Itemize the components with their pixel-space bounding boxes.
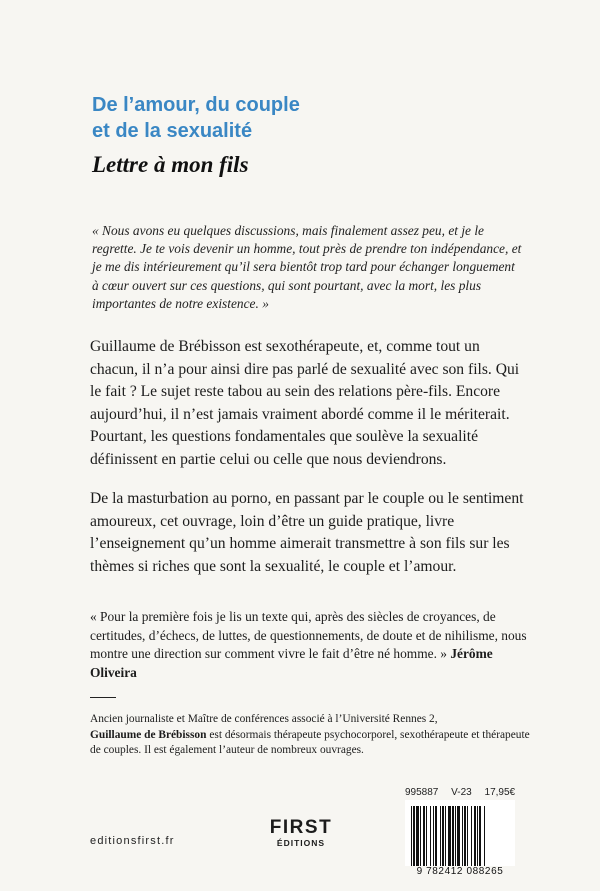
barcode-bar <box>411 806 412 866</box>
barcode-bar <box>484 806 485 866</box>
barcode-bar <box>471 806 472 866</box>
book-title-line2: et de la sexualité <box>92 120 253 142</box>
barcode-bar <box>457 806 460 866</box>
description-paragraph-2: De la masturbation au porno, en passant par le couple ou le sentiment amoureux, cet ouvrage, loin d’être un guide pratique, livre l’enseignement qu’un homme aimerait transmettre à son fils sur les thèmes si riches que sont la sexualité, le couple et l’amour. <box>90 490 524 575</box>
author-name: Guillaume de Brébisson <box>90 728 207 741</box>
barcode-bar <box>442 806 444 866</box>
review-quote <box>90 608 535 682</box>
barcode-bar <box>464 806 466 866</box>
barcode-bar <box>435 806 437 866</box>
barcode-bar <box>445 806 446 866</box>
barcode-bar <box>448 806 451 866</box>
review-text: « Pour la première fois je lis un texte qui, après des siècles de croyances, de certitudes, d’échecs, de luttes, de questionnements, de doute et de nihilisme, nous montre une direction sur comment vivre le fait d’être né homme. » <box>90 609 527 662</box>
barcode-bar <box>413 806 415 866</box>
author-bio-intro: Ancien journaliste et Maître de conférences associé à l’Université Rennes 2, <box>90 713 438 725</box>
price-info <box>405 787 515 798</box>
barcode-bar <box>474 806 476 866</box>
publisher-website: editionsfirst.fr <box>90 835 175 847</box>
barcode-bar <box>462 806 463 866</box>
barcode-bar <box>426 806 427 866</box>
price: 17,95€ <box>484 787 516 798</box>
book-subtitle: Lettre à mon fils <box>92 152 249 177</box>
barcode-bar <box>452 806 454 866</box>
publisher-logo <box>261 818 341 848</box>
isbn-number: 9 782412 088265 <box>416 866 504 877</box>
excerpt-quote: « Nous avons eu quelques discussions, mais finalement assez peu, et je le regrette. Je te vois devenir un homme, tout près de prendre ton indépendance, et je me dis intérieurement qu’il sera bientôt trop tard pour échanger longuement à cœur ouvert sur ces questions, qui sont pourtant, avec la mort, les plus importantes de notre existence. » <box>92 223 522 311</box>
author-bio-rest: est désormais thérapeute psychocorporel, sexothérapeute et thérapeute de couples. Il est également l’auteur de nombreux ouvrages. <box>90 728 530 757</box>
publisher-logo-main: FIRST <box>269 817 333 838</box>
separator-dash <box>90 697 116 698</box>
barcode-bar <box>479 806 481 866</box>
barcode-bar <box>477 806 478 866</box>
barcode-bar <box>433 806 434 866</box>
barcode-bar <box>455 806 456 866</box>
barcode <box>405 800 515 866</box>
book-title-line1: De l’amour, du couple <box>92 94 300 116</box>
book-title <box>92 92 532 144</box>
barcode-icon <box>411 806 509 866</box>
description-paragraph-1: Guillaume de Brébisson est sexothérapeute, et, comme tout un chacun, il n’a pour ainsi dire pas parlé de sexualité avec son fils. Qui le fait ? Le sujet reste tabou au sein des relations père-fils. Encore aujourd’hui, il n’est jamais vraiment abordé comme il le mériterait. Pourtant, les questions fondamentales que soulève la sexualité définissent en partie celui ou celle que nous deviendrons. <box>90 338 520 468</box>
version-code: V-23 <box>451 787 472 798</box>
barcode-bar <box>430 806 431 866</box>
barcode-bar <box>467 806 468 866</box>
product-code: 995887 <box>405 787 439 798</box>
barcode-bar <box>420 806 421 866</box>
publisher-logo-sub: ÉDITIONS <box>276 838 326 848</box>
review-author: Jérôme Oliveira <box>90 646 493 680</box>
barcode-bar <box>423 806 425 866</box>
barcode-bar <box>440 806 441 866</box>
author-bio <box>90 712 540 759</box>
barcode-bar <box>416 806 419 866</box>
